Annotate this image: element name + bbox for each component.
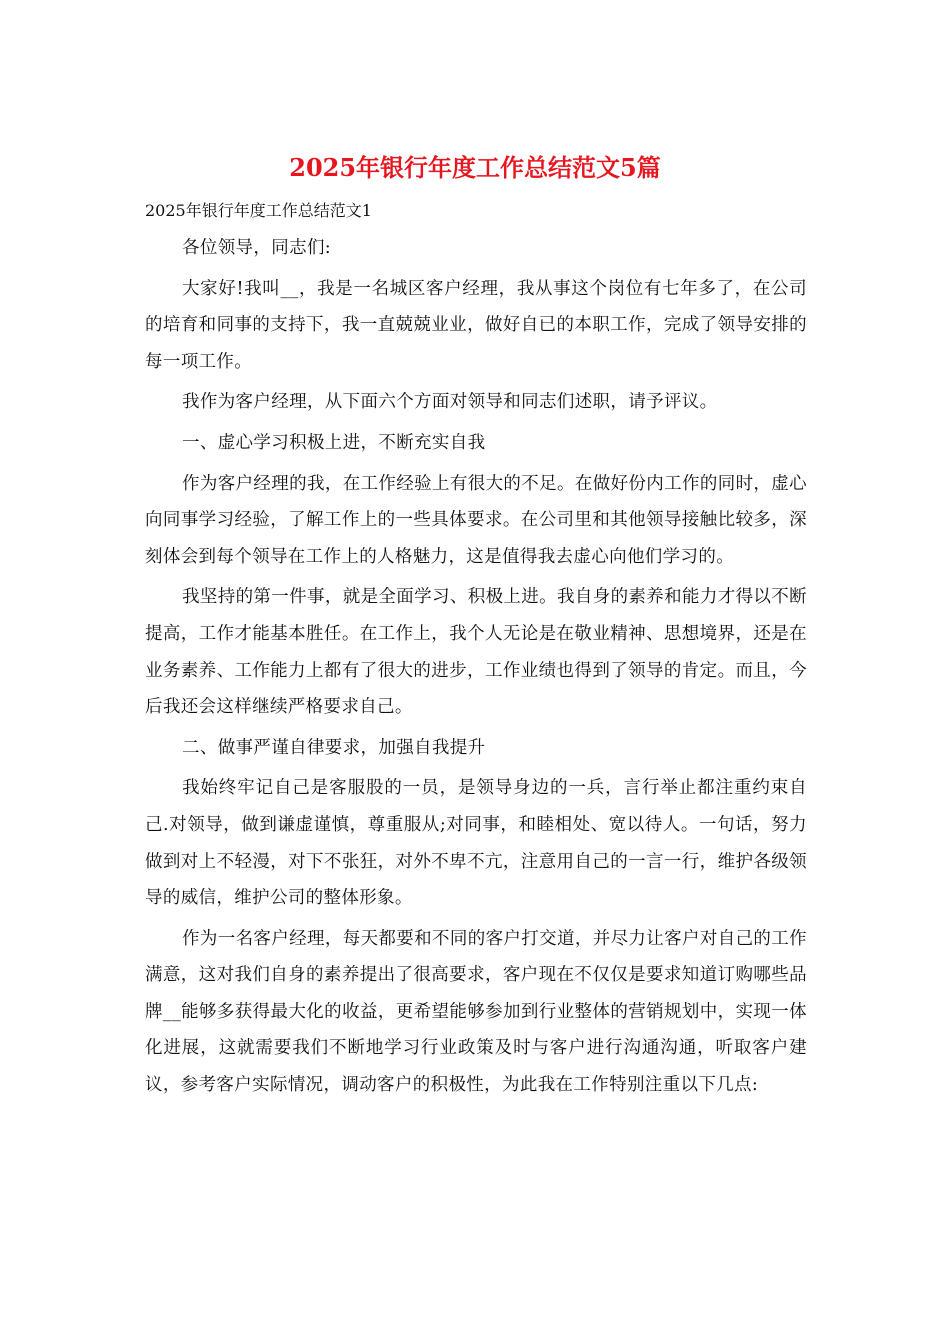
paragraph-customer-manager: 作为一名客户经理，每天都要和不同的客户打交道，并尽力让客户对自己的工作满意，这对我们自身的素养提出了很高要求，客户现在不仅仅是要求知道订购哪些品牌__能够多获得最大化的收益，更希望能够参加到行业整体的营销规划中，实现一体化进展，这就需要我们不断地学习行业政策及时与客户进行沟通沟通，听取客户建议，参考客户实际情况，调动客户的积极性，为此我在工作特别注重以下几点:	[145, 928, 808, 1096]
paragraph-greeting: 各位领导，同志们:	[182, 238, 332, 258]
paragraph-overview: 我作为客户经理，从下面六个方面对领导和同志们述职，请予评议。	[182, 392, 718, 413]
paragraph-discipline: 我始终牢记自己是客服股的一员，是领导身边的一兵，言行举止都注重约束自己.对领导，做到谦虚谨慎，尊重服从;对同事，和睦相处、宽以待人。一句话，努力做到对上不轻漫，对下不张狂，对外不卑不亢，注意用自己的一言一行，维护各级领导的威信，维护公司的整体形象。	[145, 778, 807, 909]
paragraph-intro: 大家好!我叫__，我是一名城区客户经理，我从事这个岗位有七年多了，在公司的培育和同事的支持下，我一直兢兢业业，做好自已的本职工作，完成了领导安排的每一项工作。	[145, 278, 807, 372]
section-subtitle: 2025年银行年度工作总结范文1	[145, 201, 372, 220]
paragraph-first-thing: 我坚持的第一件事，就是全面学习、积极上进。我自身的素养和能力才得以不断提高，工作才能基本胜任。在工作上，我个人无论是在敬业精神、思想境界，还是在业务素养、工作能力上都有了很大的进步，工作业绩也得到了领导的肯定。而且，今后我还会这样继续严格要求自己。	[145, 587, 807, 718]
document-title: 2025年银行年度工作总结范文5篇	[289, 153, 661, 182]
section-heading-1: 一、虚心学习积极上进，不断充实自我	[182, 432, 486, 453]
section-heading-2: 二、做事严谨自律要求，加强自我提升	[182, 737, 486, 758]
paragraph-learning: 作为客户经理的我，在工作经验上有很大的不足。在做好份内工作的同时，虚心向同事学习经验，了解工作上的一些具体要求。在公司里和其他领导接触比较多，深刻体会到每个领导在工作上的人格魅力，这是值得我去虚心向他们学习的。	[145, 473, 807, 567]
document-body	[145, 230, 807, 1108]
